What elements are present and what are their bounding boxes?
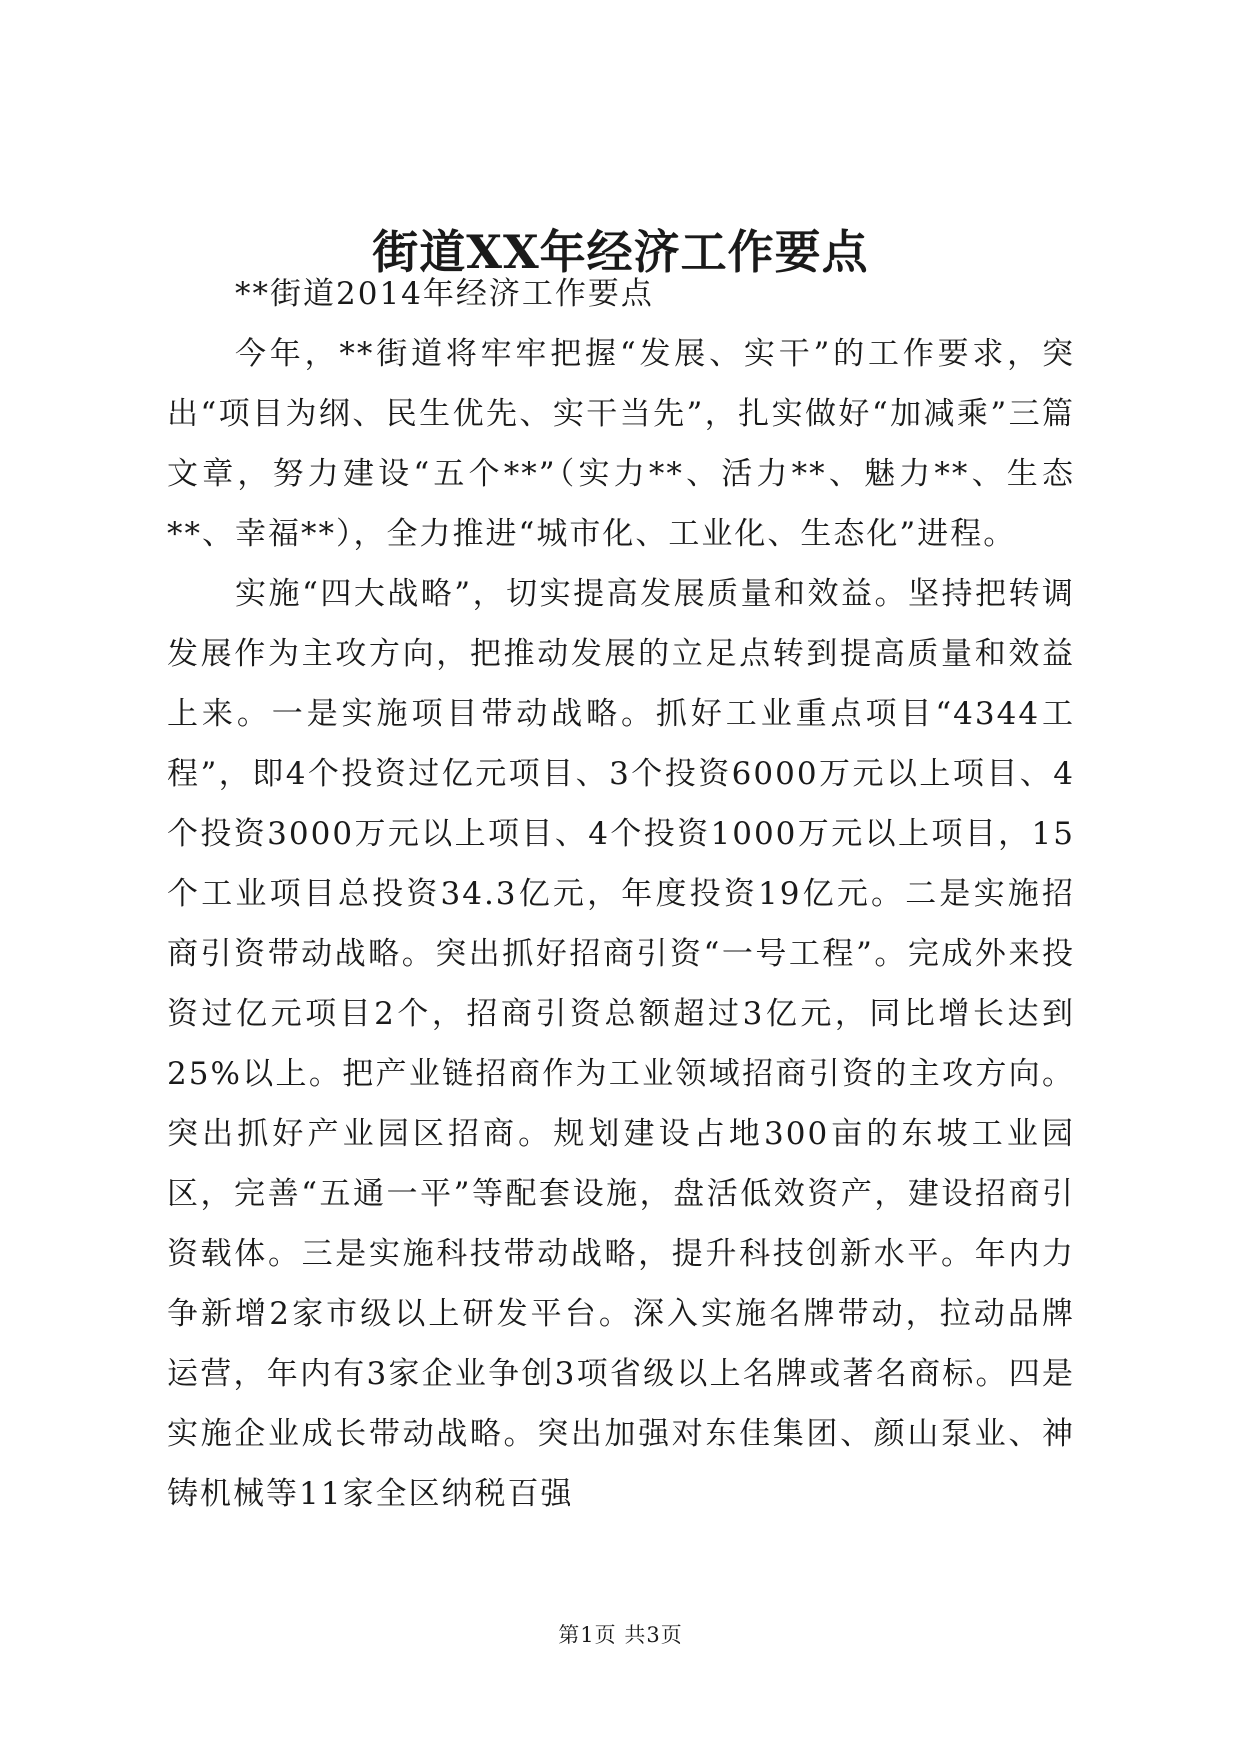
document-title: 街道XX年经济工作要点 bbox=[372, 225, 869, 279]
document-subtitle: **街道2014年经济工作要点 bbox=[235, 276, 654, 312]
document-body bbox=[167, 264, 1075, 1524]
page-number-footer: 第1页 共3页 bbox=[558, 1623, 683, 1647]
paragraph-four-strategies: 实施“四大战略”，切实提高发展质量和效益。坚持把转调发展作为主攻方向，把推动发展的立足点转到提高质量和效益上来。一是实施项目带动战略。抓好工业重点项目“4344工程”，即4个投资过亿元项目、3个投资6000万元以上项目、4个投资3000万元以上项目、4个投资1000万元以上项目，15个工业项目总投资34.3亿元，年度投资19亿元。二是实施招商引资带动战略。突出抓好招商引资“一号工程”。完成外来投资过亿元项目2个，招商引资总额超过3亿元，同比增长达到25%以上。把产业链招商作为工业领域招商引资的主攻方向。突出抓好产业园区招商。规划建设占地300亩的东坡工业园区，完善“五通一平”等配套设施，盘活低效资产，建设招商引资载体。三是实施科技带动战略，提升科技创新水平。年内力争新增2家市级以上研发平台。深入实施名牌带动，拉动品牌运营，年内有3家企业争创3项省级以上名牌或著名商标。四是实施企业成长带动战略。突出加强对东佳集团、颜山泵业、神铸机械等11家全区纳税百强 bbox=[167, 576, 1075, 1512]
paragraph-intro: 今年，**街道将牢牢把握“发展、实干”的工作要求，突出“项目为纲、民生优先、实干当先”，扎实做好“加减乘”三篇文章，努力建设“五个**”（实力**、活力**、魅力**、生态**、幸福**），全力推进“城市化、工业化、生态化”进程。 bbox=[167, 336, 1075, 552]
